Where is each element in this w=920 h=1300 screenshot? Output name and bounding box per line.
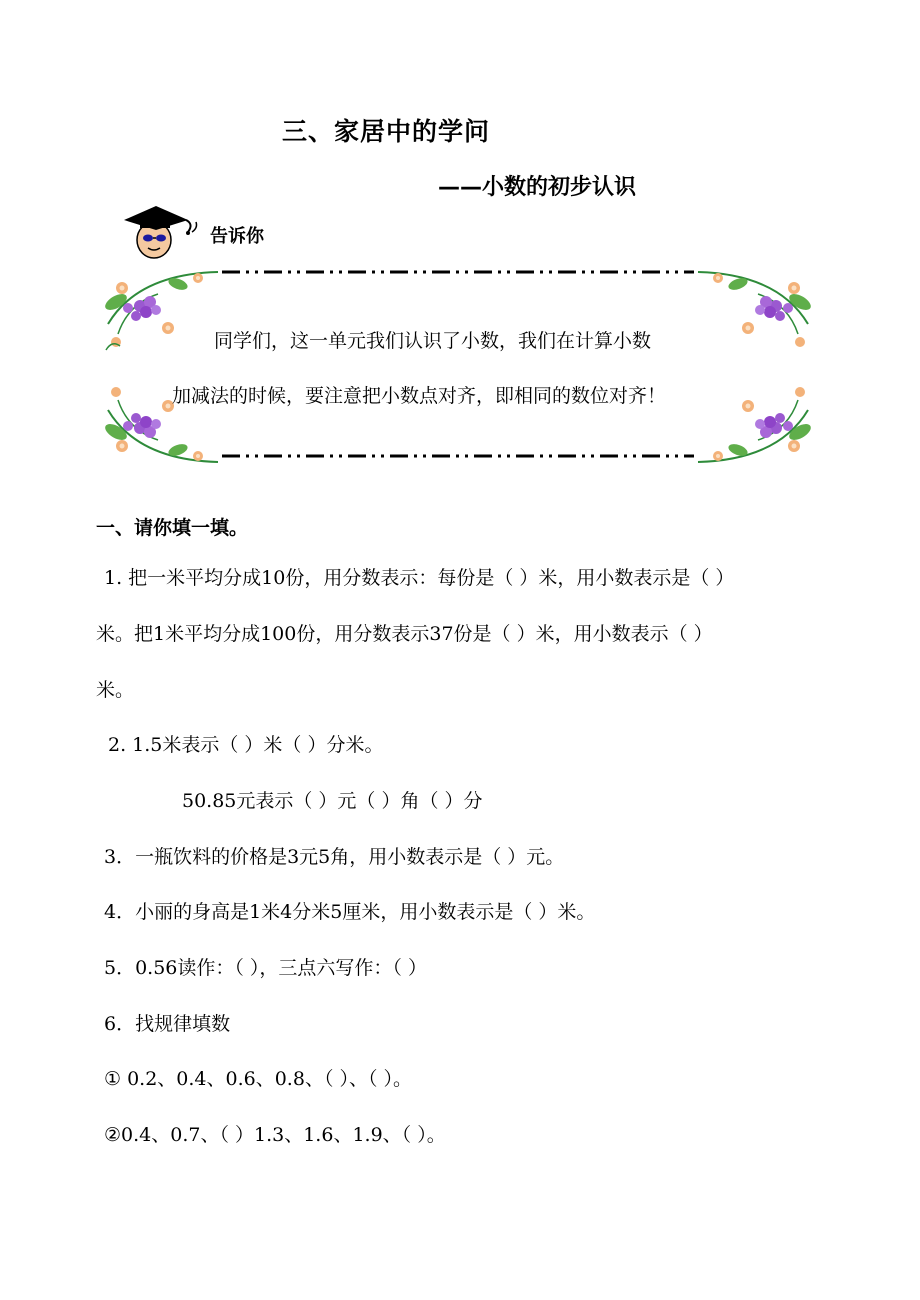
question-2-line-1: 2. 1.5米表示（ ）米（ ）分米。	[108, 734, 384, 756]
question-6b: ②0.4、0.7、（ ）1.3、1.6、1.9、（ ）。	[104, 1124, 446, 1146]
tell-you-label: 告诉你	[210, 226, 264, 247]
page-subtitle: ——小数的初步认识	[438, 175, 637, 200]
tip-box-bottom-border	[222, 454, 694, 458]
question-2-line-2: 50.85元表示（ ）元（ ）角（ ）分	[182, 790, 483, 812]
flower-corner-icon	[694, 264, 818, 360]
flower-corner-icon	[98, 264, 222, 360]
question-1-line-3: 米。	[96, 679, 135, 701]
tip-box-top-border	[222, 270, 694, 274]
flower-corner-icon	[694, 374, 818, 470]
tip-text-line-2: 加减法的时候，要注意把小数点对齐，即相同的数位对齐！	[172, 385, 667, 407]
page-title: 三、家居中的学问	[282, 117, 491, 146]
question-6: 6．找规律填数	[104, 1013, 231, 1035]
question-4: 4．小丽的身高是1米4分米5厘米，用小数表示是（ ）米。	[104, 901, 596, 923]
question-6a: ① 0.2、0.4、0.6、0.8、（ ）、（ ）。	[104, 1068, 413, 1090]
question-1-line-1: 1. 把一米平均分成10份，用分数表示：每份是（ ）米，用小数表示是（ ）	[104, 567, 735, 589]
section-heading: 一、请你填一填。	[96, 517, 249, 539]
question-3: 3．一瓶饮料的价格是3元5角，用小数表示是（ ）元。	[104, 846, 565, 868]
graduate-cartoon-icon	[122, 198, 202, 262]
question-1-line-2: 米。把1米平均分成100份，用分数表示37份是（ ）米，用小数表示（ ）	[96, 623, 713, 645]
question-5: 5．0.56读作：（ ），三点六写作：（ ）	[104, 957, 427, 979]
tip-text-line-1: 同学们，这一单元我们认识了小数，我们在计算小数	[214, 330, 652, 352]
